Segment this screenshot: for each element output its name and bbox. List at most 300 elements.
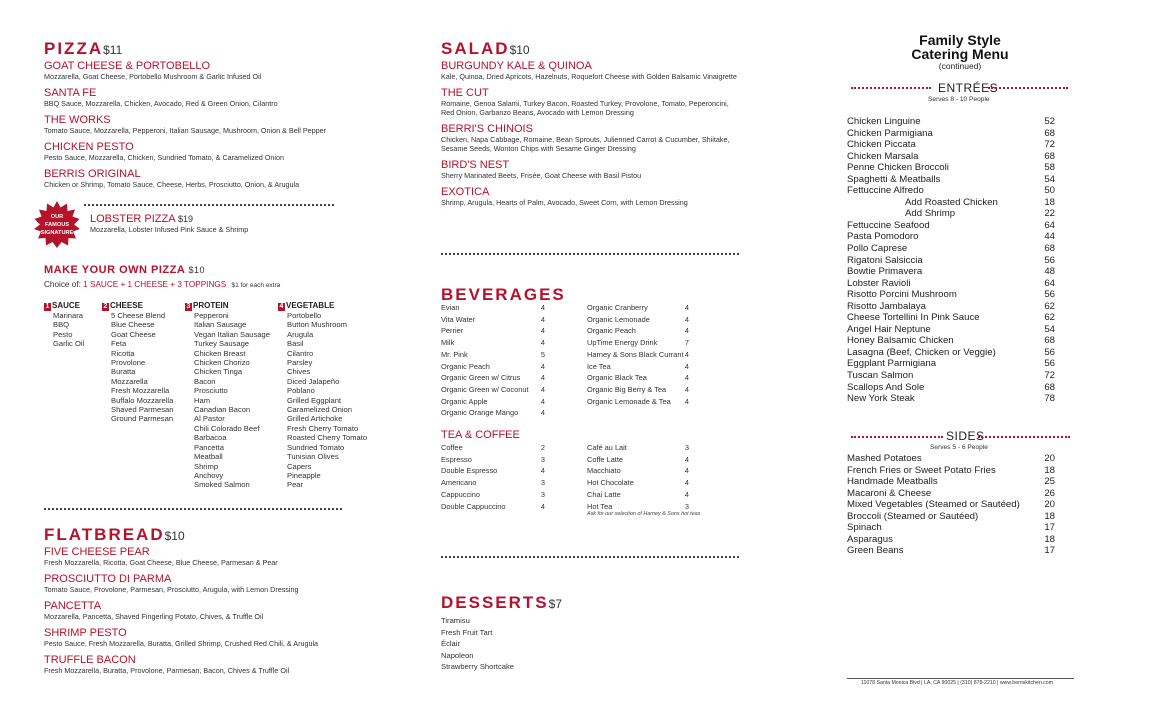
- row-price: 4: [684, 478, 689, 488]
- myo-option: Meatball: [194, 452, 223, 462]
- myo-option: Pear: [287, 480, 304, 490]
- menu-item: [44, 654, 374, 675]
- flatbread-items: [44, 546, 374, 675]
- myo-option: Chicken Tinga: [194, 367, 243, 377]
- myo-option: Button Mushroom: [287, 320, 347, 330]
- price-row: [587, 465, 689, 477]
- row-name: Espresso: [441, 454, 472, 464]
- beverages-list-right: [587, 302, 689, 407]
- side-row: [847, 534, 1055, 546]
- side-price: 18: [1044, 533, 1055, 545]
- myo-option: Pesto: [53, 329, 73, 339]
- myo-option: Chicken Chorizo: [194, 358, 250, 368]
- myo-option: Fresh Mozzarella: [111, 386, 170, 396]
- side-row: [847, 476, 1055, 488]
- side-name: Green Beans: [847, 545, 904, 557]
- row-price: 4: [684, 373, 689, 383]
- row-name: Coffee: [441, 443, 463, 452]
- myo-option: Capers: [287, 461, 312, 471]
- price-row: [587, 442, 689, 454]
- entree-row: [847, 197, 1055, 209]
- myo-option: Anchovy: [194, 470, 224, 480]
- entree-name: Chicken Linguine: [847, 116, 921, 127]
- row-price: 4: [540, 314, 545, 324]
- row-price: 4: [684, 326, 689, 336]
- entree-price: 72: [1044, 139, 1055, 151]
- tea-title: TEA & COFFEE: [441, 429, 520, 441]
- item-name: CHICKEN PESTO: [44, 141, 134, 153]
- entree-row: [847, 243, 1055, 255]
- entree-name: Cheese Tortellini In Pink Sauce: [847, 312, 980, 324]
- catering-subtitle: (continued): [938, 61, 982, 71]
- menu-item: [441, 60, 741, 81]
- side-name: Broccoli (Steamed or Sautéed): [847, 510, 979, 522]
- myo-column-title: PROTEIN: [193, 301, 229, 310]
- row-name: Hot Tea: [587, 501, 613, 511]
- side-name: Spinach: [847, 522, 882, 534]
- row-name: Mr. Pink: [441, 349, 468, 359]
- myo-option: Tunisian Olives: [287, 452, 339, 462]
- entree-name: Bowtie Primavera: [847, 266, 923, 278]
- row-price: 4: [540, 338, 545, 348]
- myo-option: Shrimp: [194, 461, 219, 471]
- myo-option: Feta: [111, 339, 127, 349]
- dessert-item: Fresh Fruit Tart: [441, 627, 493, 637]
- row-name: Organic Green w/ Citrus: [441, 373, 521, 383]
- myo-option: Garlic Oil: [53, 339, 85, 349]
- item-name: THE WORKS: [44, 114, 111, 126]
- side-row: [847, 453, 1055, 465]
- divider-pizza: [84, 204, 334, 206]
- myo-extra: $1 for each extra: [231, 282, 281, 289]
- menu-item: [44, 168, 374, 189]
- salad-price: $10: [509, 43, 530, 57]
- myo-option: Turkey Sausage: [194, 339, 250, 349]
- entree-price: 50: [1044, 185, 1055, 197]
- price-row: [441, 384, 545, 396]
- salad-title: SALAD: [441, 39, 510, 58]
- item-name: TRUFFLE BACON: [44, 654, 136, 666]
- myo-option: Provolone: [111, 358, 146, 368]
- menu-item: [44, 546, 374, 567]
- myo-option: Basil: [287, 339, 304, 349]
- myo-option: Prosciutto: [194, 386, 228, 396]
- menu-item: [441, 186, 741, 207]
- entree-price: 54: [1044, 323, 1055, 335]
- item-name: PANCETTA: [44, 600, 102, 612]
- row-name: Organic Lemonade & Tea: [587, 396, 671, 406]
- myo-option: Chili Colorado Beef: [194, 423, 260, 433]
- item-desc: Chicken or Shrimp, Tomato Sauce, Cheese, Herbs, Prosciutto, Onion, & Arugula: [44, 180, 300, 189]
- entree-price: 52: [1044, 116, 1055, 127]
- item-desc: Kale, Quinoa, Dried Apricots, Hazelnuts, Roquefort Cheese with Golden Balsamic Vinaigrette: [441, 72, 737, 81]
- row-price: 4: [540, 408, 545, 418]
- row-price: 3: [540, 478, 545, 488]
- row-price: 4: [540, 501, 545, 511]
- myo-option: Cilantro: [287, 348, 314, 358]
- item-desc: Tomato Sauce, Provolone, Parmesan, Prosciutto, Arugula, with Lemon Dressing: [44, 585, 299, 594]
- entree-name: Add Roasted Chicken: [905, 196, 998, 208]
- myo-option: Buffalo Mozzarella: [111, 395, 174, 405]
- sides-serves: Serves 5 - 6 People: [930, 444, 988, 451]
- row-price: 4: [684, 454, 689, 464]
- myo-option: Parsley: [287, 358, 313, 368]
- entree-row: [847, 358, 1055, 370]
- entree-name: Fettuccine Alfredo: [847, 185, 924, 197]
- entree-price: 68: [1044, 127, 1055, 139]
- entree-row: [847, 324, 1055, 336]
- myo-option: Pineapple: [287, 470, 321, 480]
- myo-option: Sundried Tomato: [287, 442, 345, 452]
- row-name: Perrier: [441, 326, 464, 336]
- price-row: [441, 361, 545, 373]
- entree-row: [847, 255, 1055, 267]
- salad-heading: [441, 39, 741, 59]
- entree-price: 58: [1044, 162, 1055, 174]
- badge-line-3: SIGNATURE: [40, 230, 74, 236]
- myo-column: [102, 301, 173, 424]
- item-name: THE CUT: [441, 87, 489, 99]
- menu-item: [441, 87, 741, 117]
- price-row: [587, 325, 689, 337]
- price-row: [587, 349, 689, 361]
- item-desc: BBQ Sauce, Mozzarella, Chicken, Avocado, Red & Green Onion, Cilantro: [44, 99, 278, 108]
- entree-price: 62: [1044, 312, 1055, 324]
- row-name: Organic Lemonade: [587, 314, 650, 324]
- myo-option: Mozzarella: [111, 376, 148, 386]
- row-name: Organic Black Tea: [587, 373, 647, 383]
- signature-badge: [33, 201, 81, 249]
- myo-column-number: 3: [186, 303, 191, 310]
- price-row: [587, 454, 689, 466]
- item-desc: Mozzarella, Pancetta, Shaved Fingerling Potato, Chives, & Truffle Oil: [44, 612, 264, 621]
- side-price: 18: [1044, 510, 1055, 522]
- entree-price: 68: [1044, 243, 1055, 255]
- divider-myo: [44, 508, 342, 510]
- price-row: [587, 396, 689, 408]
- row-price: 4: [684, 349, 689, 359]
- entree-name: New York Steak: [847, 393, 915, 405]
- pizza-title: PIZZA: [44, 39, 104, 58]
- side-row: [847, 522, 1055, 534]
- price-row: [441, 396, 545, 408]
- side-name: Mixed Vegetables (Steamed or Sautéed): [847, 499, 1020, 511]
- myo-option: Arugula: [287, 329, 314, 339]
- price-row: [441, 337, 545, 349]
- pizza-items: [44, 60, 374, 189]
- lobster-name: LOBSTER PIZZA: [90, 213, 175, 225]
- myo-column-title: VEGETABLE: [286, 301, 335, 310]
- myo-option: Grilled Eggplant: [287, 395, 342, 405]
- item-name: PROSCIUTTO DI PARMA: [44, 573, 172, 585]
- entree-name: Lobster Ravioli: [847, 277, 911, 289]
- lobster-desc: Mozzarella, Lobster Infused Pink Sauce & Shrimp: [90, 225, 249, 234]
- row-name: Ice Tea: [587, 361, 611, 371]
- myo-option: Caramelized Onion: [287, 405, 352, 415]
- row-name: Harney & Sons Black Currant: [587, 349, 684, 359]
- entrees-title: ENTRÉES: [938, 81, 999, 95]
- row-price: 4: [540, 303, 545, 312]
- beverages-title: BEVERAGES: [441, 285, 566, 304]
- dessert-item: Tiramisu: [441, 616, 470, 625]
- side-row: [847, 465, 1055, 477]
- sides-title: SIDES: [946, 429, 985, 443]
- desserts-heading: [441, 593, 562, 613]
- row-price: 4: [684, 303, 689, 312]
- myo-option: Ground Parmesan: [111, 414, 174, 424]
- price-row: [441, 454, 545, 466]
- myo-price: $10: [188, 265, 205, 275]
- side-row: [847, 488, 1055, 500]
- entree-row: [847, 208, 1055, 220]
- item-name: FIVE CHEESE PEAR: [44, 546, 150, 558]
- row-price: 4: [684, 466, 689, 476]
- entree-price: 56: [1044, 254, 1055, 266]
- row-price: 3: [684, 443, 689, 452]
- entree-name: Risotto Jambalaya: [847, 300, 926, 312]
- menu-item: [441, 123, 741, 153]
- catering-title-2: Catering Menu: [911, 46, 1009, 62]
- entree-row: [847, 393, 1055, 405]
- row-price: 4: [684, 314, 689, 324]
- row-price: 4: [540, 361, 545, 371]
- row-name: Hot Chocolate: [587, 478, 634, 488]
- entree-name: Pollo Caprese: [847, 243, 908, 255]
- myo-column-head: [102, 301, 173, 311]
- entree-row: [847, 278, 1055, 290]
- side-name: French Fries or Sweet Potato Fries: [847, 464, 996, 476]
- myo-option: Roasted Cherry Tomato: [287, 433, 368, 443]
- myo-option: Goat Cheese: [111, 329, 156, 339]
- entree-row: [847, 370, 1055, 382]
- sides-rule-left: [851, 436, 943, 438]
- menu-item: [44, 627, 374, 648]
- pizza-section: [44, 39, 374, 195]
- myo-option: Fresh Cherry Tomato: [287, 423, 359, 433]
- badge-line-2: FAMOUS: [45, 222, 69, 228]
- desserts-price: $7: [548, 597, 562, 611]
- item-desc: Mozzarella, Goat Cheese, Portobello Mushroom & Garlic Infused Oil: [44, 72, 262, 81]
- entree-name: Add Shrimp: [905, 208, 956, 220]
- row-name: Americano: [441, 478, 477, 488]
- myo-option: Ricotta: [111, 348, 135, 358]
- entree-name: Chicken Parmigiana: [847, 127, 933, 139]
- price-row: [441, 302, 545, 314]
- price-row: [587, 302, 689, 314]
- side-name: Mashed Potatoes: [847, 453, 922, 464]
- entree-row: [847, 162, 1055, 174]
- footer-rule: [847, 678, 1074, 679]
- myo-option: Buratta: [111, 367, 136, 377]
- entree-row: [847, 312, 1055, 324]
- menu-item: [44, 60, 374, 81]
- item-name: BERRIS ORIGINAL: [44, 168, 141, 180]
- item-desc: Shrimp, Arugula, Hearts of Palm, Avocado, Sweet Corn, with Lemon Dressing: [441, 198, 688, 207]
- price-row: [441, 349, 545, 361]
- lobster-pizza: [90, 213, 350, 234]
- myo-option: Al Pastor: [194, 414, 225, 424]
- entree-row: [847, 116, 1055, 128]
- row-price: 4: [540, 373, 545, 383]
- entree-price: 44: [1044, 231, 1055, 243]
- myo-column-head: [44, 301, 84, 311]
- item-name: SANTA FE: [44, 87, 97, 99]
- entrees-rule-right: [988, 87, 1068, 89]
- entree-price: 56: [1044, 358, 1055, 370]
- price-row: [441, 477, 545, 489]
- row-name: Double Espresso: [441, 466, 498, 476]
- side-row: [847, 545, 1055, 557]
- row-price: 3: [540, 489, 545, 499]
- lobster-price: $19: [178, 214, 194, 224]
- side-price: 18: [1044, 464, 1055, 476]
- divider-beverages: [441, 556, 739, 558]
- item-name: BURGUNDY KALE & QUINOA: [441, 60, 592, 72]
- dessert-item: Strawberry Shortcake: [441, 662, 515, 672]
- row-name: Organic Peach: [441, 361, 490, 371]
- myo-choice-prefix: Choice of:: [44, 280, 81, 289]
- row-name: Macchiato: [587, 466, 621, 476]
- myo-option: Smoked Salmon: [194, 480, 250, 490]
- row-price: 5: [540, 349, 545, 359]
- price-row: [587, 314, 689, 326]
- entree-row: [847, 301, 1055, 313]
- row-name: Double Cappuccino: [441, 501, 506, 511]
- item-name: BIRD'S NEST: [441, 159, 510, 171]
- myo-column-title: CHEESE: [110, 301, 143, 310]
- item-desc: Pesto Sauce, Fresh Mozzarella, Buratta, Grilled Shrimp, Crushed Red Chili, & Arugula: [44, 639, 319, 648]
- entrees-list: [847, 116, 1055, 405]
- tea-note: Ask for our selection of Harney & Sons hot teas: [587, 511, 701, 517]
- entree-price: 72: [1044, 370, 1055, 382]
- menu-item: [441, 159, 741, 180]
- price-row: [587, 489, 689, 501]
- myo-column: [185, 301, 270, 490]
- side-row: [847, 511, 1055, 523]
- entree-price: 56: [1044, 289, 1055, 301]
- myo-column-title: SAUCE: [52, 301, 81, 310]
- flatbread-title: FLATBREAD: [44, 525, 165, 544]
- tea-list-left: [441, 442, 545, 512]
- price-row: [587, 384, 689, 396]
- myo-option: Pancetta: [194, 442, 224, 452]
- badge-line-1: OUR: [50, 214, 64, 220]
- menu-item: [44, 87, 374, 108]
- item-desc: Fresh Mozzarella, Buratta, Provolone, Parmesan, Bacon, Chives & Truffle Oil: [44, 666, 290, 675]
- myo-option: Chives: [287, 367, 311, 377]
- entree-name: Risotto Porcini Mushroom: [847, 289, 957, 301]
- entrees-rule-left: [851, 87, 931, 89]
- entree-price: 56: [1044, 346, 1055, 358]
- menu-item: [44, 114, 374, 135]
- row-price: 4: [684, 361, 689, 371]
- row-name: Coffe Latte: [587, 454, 624, 464]
- menu-item: [44, 573, 374, 594]
- myo-option: Pepperoni: [194, 311, 229, 320]
- row-price: 3: [540, 454, 545, 464]
- side-price: 17: [1044, 522, 1055, 534]
- entree-row: [847, 289, 1055, 301]
- entree-name: Angel Hair Neptune: [847, 323, 931, 335]
- myo-option: Marinara: [53, 311, 83, 320]
- entree-name: Chicken Marsala: [847, 150, 919, 162]
- row-price: 4: [540, 326, 545, 336]
- price-row: [441, 325, 545, 337]
- item-name: GOAT CHEESE & PORTOBELLO: [44, 60, 211, 72]
- price-row: [441, 372, 545, 384]
- entree-name: Lasagna (Beef, Chicken or Veggie): [847, 346, 996, 358]
- entree-name: Fettuccine Seafood: [847, 219, 930, 231]
- desserts-items: [441, 615, 514, 673]
- item-name: SHRIMP PESTO: [44, 627, 127, 639]
- salad-section: [441, 39, 741, 213]
- price-row: [441, 501, 545, 513]
- row-name: Organic Orange Mango: [441, 408, 519, 418]
- entree-row: [847, 347, 1055, 359]
- price-row: [441, 465, 545, 477]
- menu-item: [44, 600, 374, 621]
- entree-name: Penne Chicken Broccoli: [847, 162, 949, 174]
- entree-row: [847, 382, 1055, 394]
- catering-title-1: Family Style: [919, 32, 1001, 48]
- myo-option: Bacon: [194, 376, 216, 386]
- beverages-list-left: [441, 302, 545, 419]
- catering-header: [880, 34, 1040, 71]
- entree-price: 54: [1044, 173, 1055, 185]
- entree-price: 68: [1044, 381, 1055, 393]
- row-price: 2: [540, 443, 545, 452]
- myo-option: Italian Sausage: [194, 320, 247, 330]
- row-name: Organic Apple: [441, 396, 488, 406]
- myo-column-number: 2: [103, 303, 108, 310]
- row-name: Vita Water: [441, 314, 476, 324]
- row-name: Evian: [441, 303, 460, 312]
- myo-choice-text: 1 SAUCE + 1 CHEESE + 3 TOPPINGS: [83, 280, 227, 289]
- sides-rule-right: [978, 436, 1070, 438]
- row-name: Chai Latte: [587, 489, 621, 499]
- side-name: Asparagus: [847, 533, 893, 545]
- myo-column-head: [278, 301, 367, 311]
- myo-option: Ham: [194, 395, 211, 405]
- pizza-heading: [44, 39, 374, 59]
- row-price: 4: [540, 466, 545, 476]
- item-desc: Tomato Sauce, Mozzarella, Pepperoni, Italian Sausage, Mushroom, Onion & Bell Pepper: [44, 126, 327, 135]
- myo-option: Poblano: [287, 386, 315, 396]
- entree-price: 64: [1044, 277, 1055, 289]
- myo-option: Barbacoa: [194, 433, 227, 443]
- price-row: [441, 407, 545, 419]
- side-row: [847, 499, 1055, 511]
- entree-price: 48: [1044, 266, 1055, 278]
- entree-row: [847, 128, 1055, 140]
- item-desc: Chicken, Napa Cabbage, Romaine, Bean Sprouts, Julienned Carrot & Cucumber, Shiitake, Sesame Seeds, Wonton Chips with Sesame Ginger Dressing: [441, 135, 730, 153]
- item-desc: Pesto Sauce, Mozzarella, Chicken, Sundried Tomato, & Caramelized Onion: [44, 153, 284, 162]
- dessert-item: Éclair: [441, 639, 460, 649]
- row-name: Cappuccino: [441, 489, 481, 499]
- entree-name: Chicken Piccata: [847, 139, 916, 151]
- dessert-item: Napoleon: [441, 650, 474, 660]
- row-price: 4: [684, 384, 689, 394]
- entree-row: [847, 231, 1055, 243]
- item-name: BERRI'S CHINOIS: [441, 123, 533, 135]
- myo-option: BBQ: [53, 320, 70, 330]
- myo-column: [278, 301, 367, 490]
- price-row: [587, 337, 689, 349]
- signature-starburst-icon: [33, 201, 81, 249]
- side-price: 20: [1044, 499, 1055, 511]
- side-price: 25: [1044, 476, 1055, 488]
- myo-option: Grilled Artichoke: [287, 414, 343, 424]
